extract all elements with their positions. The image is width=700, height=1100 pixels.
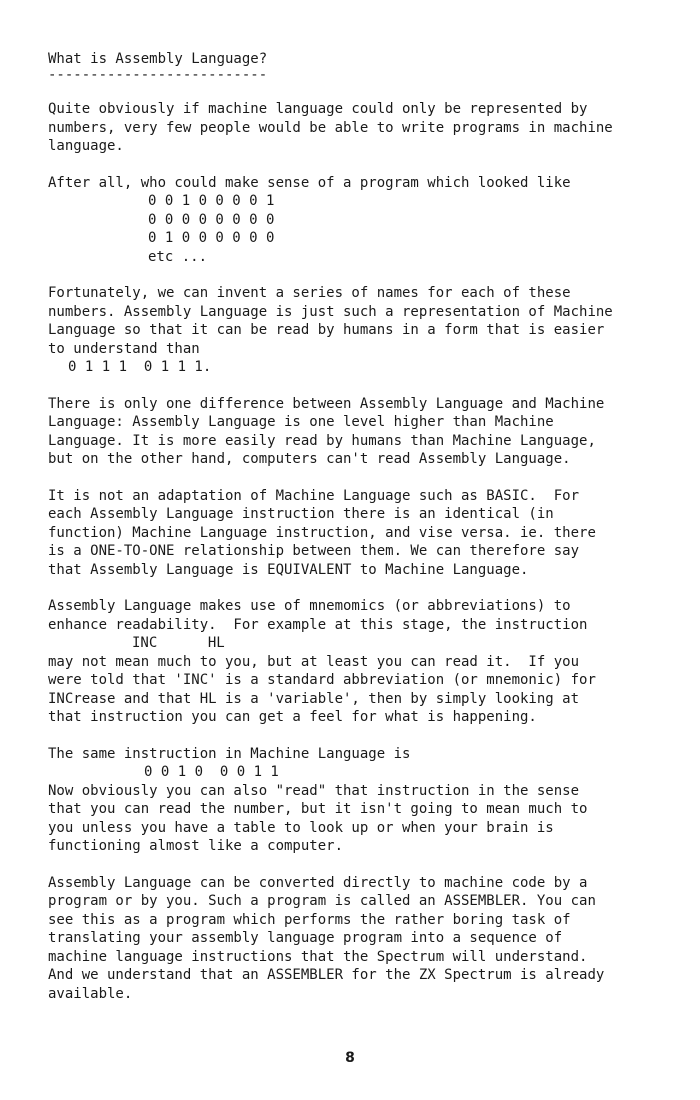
paragraph-line: see this as a program which performs the rather boring task of	[48, 911, 571, 928]
paragraph-line: translating your assembly language program into a sequence of	[48, 930, 563, 946]
paragraph-line: may not mean much to you, but at least you can read it. If you	[48, 653, 580, 670]
paragraph-line: The same instruction in Machine Language is	[48, 745, 411, 762]
paragraph-line: that you can read the number, but it isn't going to mean much to	[48, 801, 588, 817]
paragraph-line: language.	[48, 138, 124, 154]
paragraph-line: Language: Assembly Language is one level higher than Machine	[48, 414, 554, 430]
binary-line: 0 0 0 0 0 0 0 0	[148, 211, 275, 228]
binary-line: etc ...	[148, 248, 208, 265]
paragraph-line: Quite obviously if machine language could only be represented by	[48, 101, 588, 117]
paragraph-line: numbers. Assembly Language is just such a representation of Machine	[48, 303, 613, 320]
page-body	[48, 50, 678, 1003]
paragraph-line: numbers, very few people would be able to write programs in machine	[48, 119, 613, 136]
paragraph-line: that Assembly Language is EQUIVALENT to Machine Language.	[48, 561, 529, 578]
paragraph-line: enhance readability. For example at this stage, the instruction	[48, 616, 588, 633]
paragraph-line: Assembly Language can be converted directly to machine code by a	[48, 874, 588, 891]
paragraph-line: function) Machine Language instruction, and vise versa. ie. there	[48, 524, 596, 541]
paragraph-line: And we understand that an ASSEMBLER for the ZX Spectrum is already	[48, 967, 605, 983]
paragraph-line: After all, who could make sense of a program which looked like	[48, 174, 571, 191]
paragraph-line: Language. It is more easily read by humans than Machine Language,	[48, 432, 596, 449]
paragraph-line: available.	[48, 985, 133, 1002]
paragraph-line: Assembly Language makes use of mnemomics (or abbreviations) to	[48, 598, 571, 614]
binary-line: 0 0 1 0 0 0 1 1	[144, 764, 279, 780]
binary-line: 0 1 1 1 0 1 1 1.	[68, 359, 212, 375]
paragraph-line: Now obviously you can also "read" that instruction in the sense	[48, 782, 580, 799]
paragraph-line: but on the other hand, computers can't read Assembly Language.	[48, 451, 571, 467]
binary-line: 0 1 0 0 0 0 0 0	[148, 230, 275, 246]
paragraph-line: that instruction you can get a feel for what is happening.	[48, 709, 537, 725]
paragraph-line: It is not an adaptation of Machine Language such as BASIC. For	[48, 487, 580, 504]
page-title: What is Assembly Language?	[48, 51, 268, 67]
paragraph-line: each Assembly Language instruction there is an identical (in	[48, 506, 554, 522]
instruction-line: INC HL	[132, 635, 225, 651]
paragraph-line: you unless you have a table to look up or when your brain is	[48, 819, 554, 836]
paragraph-line: program or by you. Such a program is called an ASSEMBLER. You can	[48, 893, 596, 909]
paragraph-line: There is only one difference between Assembly Language and Machine	[48, 395, 605, 412]
paragraph-line: is a ONE-TO-ONE relationship between them. We can therefore say	[48, 543, 580, 559]
title-underline: --------------------------	[48, 67, 268, 83]
paragraph-line: Fortunately, we can invent a series of names for each of these	[48, 285, 571, 301]
paragraph-line: to understand than	[48, 340, 200, 357]
paragraph-line: INCrease and that HL is a 'variable', then by simply looking at	[48, 690, 580, 707]
paragraph-line: were told that 'INC' is a standard abbreviation (or mnemonic) for	[48, 672, 596, 688]
paragraph-line: functioning almost like a computer.	[48, 838, 344, 854]
paragraph-line: machine language instructions that the Spectrum will understand.	[48, 948, 588, 965]
binary-line: 0 0 1 0 0 0 0 1	[148, 193, 275, 209]
page-number: 8	[345, 1050, 355, 1066]
paragraph-line: Language so that it can be read by humans in a form that is easier	[48, 322, 605, 338]
